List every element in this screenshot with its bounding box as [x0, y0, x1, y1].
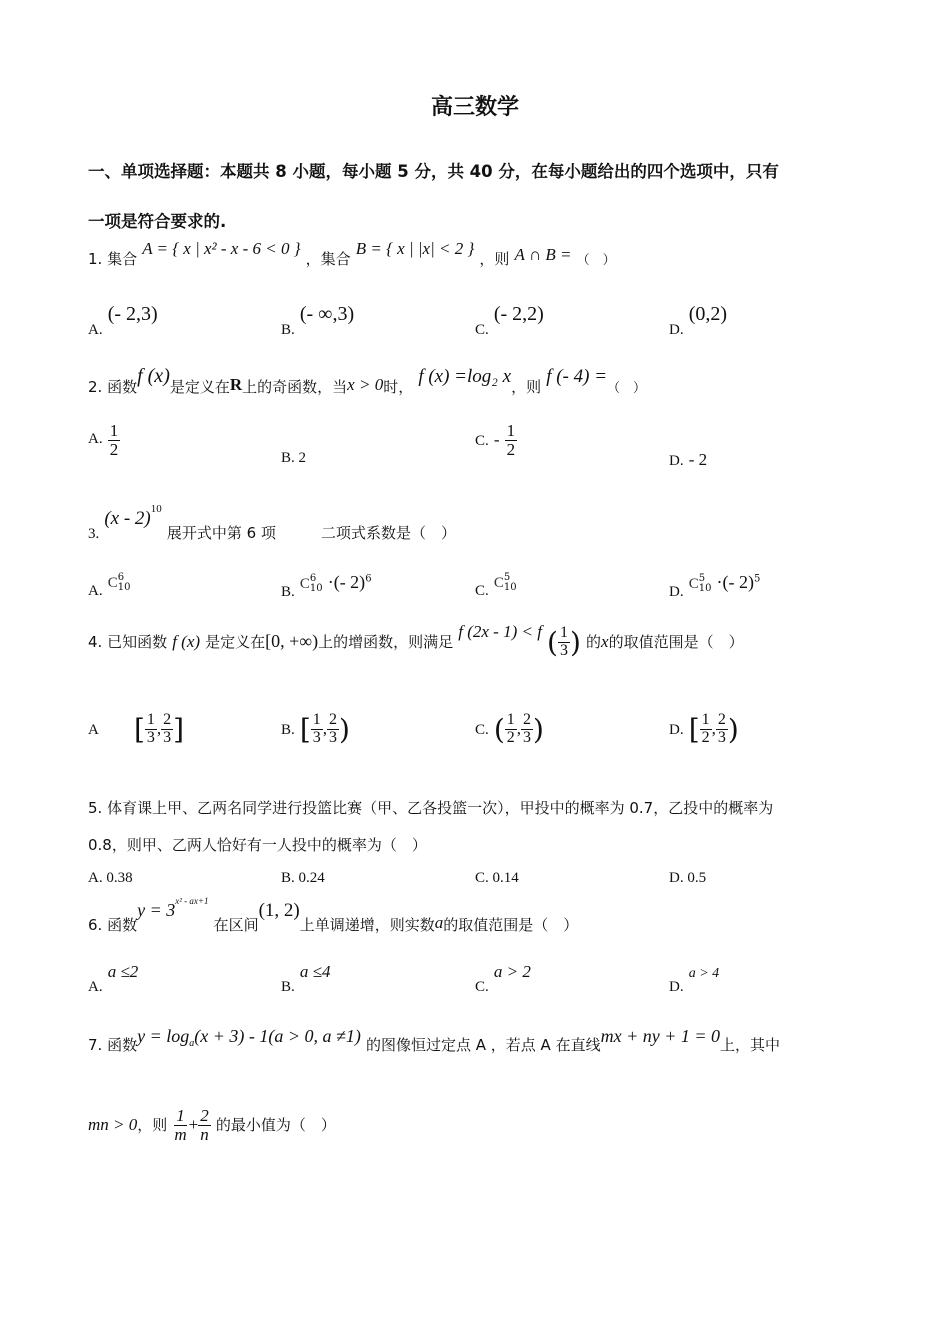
q4-option-d: D. [ $\frac{1}{2}$ , $\frac{2}{3}$ ): [669, 711, 739, 746]
q6-option-a: A. a ≤2: [88, 962, 139, 995]
q5-option-c: C. 0.14: [475, 870, 519, 886]
q2-f: f (x): [137, 365, 170, 387]
q1-set-a: A = { x | x² - x - 6 < 0 }: [142, 239, 301, 258]
q1-paren: （ ）: [576, 253, 616, 268]
q2-option-b: B. 2: [281, 450, 307, 466]
q5-line2: 0.8，则甲、乙两人恰好有一人投中的概率为（ ）: [88, 836, 427, 854]
q1-option-c: C. (- 2,2): [475, 303, 544, 338]
question-7: 7. 函数$y = \log_a(x + 3) - 1(a > 0$, a ≠1) 的图像恒过定点 A ，若点 A 在直线mx + ny + 1 = 0上，其中: [88, 1026, 781, 1054]
q4-option-c: C. ( $\frac{1}{2}$ , $\frac{2}{3}$ ): [475, 711, 544, 746]
q5-line1: 5. 体育课上甲、乙两名同学进行投篮比赛（甲、乙各投篮一次），甲投中的概率为 0.7，乙投中的概率为: [88, 799, 774, 817]
q3-option-d: D. C 5 10 ·(- 2)$^5$: [669, 572, 761, 600]
q2-expr: f (- 4) =: [546, 366, 608, 387]
q4-option-a: A [ $\frac{1}{3}$ , $\frac{2}{3}$ ]: [88, 711, 185, 746]
q6-option-b: B. a ≤4: [281, 962, 331, 995]
q2-R: R: [229, 375, 243, 394]
q1-set-b: B = { x | |x| < 2 }: [355, 239, 475, 258]
q2-option-c: C. - $\frac{1}{2}$: [475, 421, 516, 459]
page-title: 高三数学: [430, 95, 519, 120]
q1-mid: ，集合: [305, 250, 351, 268]
question-4: 4. 已知函数 f (x) 是定义在[0, +∞)上的增函数，则满足 f (2x - 1) < f ( $\frac{1}{3}$ ) 的x的取值范围是（ ）: [88, 621, 744, 659]
q1-expr: A ∩ B =: [514, 245, 572, 264]
question-3: 3. (x - 2)$^{10}$ 展开式中第 6 项 二项式系数是（ ）: [88, 502, 457, 542]
q2-option-a: A. $\frac{1}{2}$: [88, 421, 119, 459]
q1-option-b: B. (- ∞,3): [281, 303, 355, 338]
q5-option-a: A. 0.38: [88, 870, 133, 886]
q1-end: ，则: [479, 250, 510, 268]
section-heading-line2: 一项是符合要求的.: [88, 212, 227, 231]
q5-option-b: B. 0.24: [281, 870, 325, 886]
q1-option-d: D. (0,2): [669, 303, 728, 338]
q3-option-b: B. C 6 10 ·(- 2)$^6$: [281, 572, 372, 600]
q3-option-c: C. C 5 10: [475, 571, 517, 599]
q3-option-a: A. C 6 10: [88, 571, 131, 599]
q4-option-b: B. [ $\frac{1}{3}$ , $\frac{2}{3}$ ): [281, 711, 350, 746]
question-2: 2. 函数f (x)是定义在R上的奇函数，当x > 0时， f (x) =log₂ x，则 f (- $4) =_{( )}$: [88, 365, 647, 396]
q6-option-c: C. a > 2: [475, 962, 531, 995]
q2-def: f (x) =log₂ x: [418, 366, 512, 387]
q7-line2: mn > 0，则 $\frac{1}{m}$ + $\frac{2}{n}$ 的最小值为（ ）: [88, 1106, 336, 1144]
q5-option-d: D. 0.5: [669, 870, 707, 886]
section-heading-line1: 一、单项选择题：本题共 8 小题，每小题 5 分，共 40 分，在每小题给出的四个选项中，只有: [88, 162, 779, 181]
q6-option-d: D. a > 4: [669, 966, 720, 995]
q1-option-a: A. (- 2,3): [88, 303, 158, 338]
q1-num: 1. 集合: [88, 250, 138, 268]
question-1: [88, 239, 616, 269]
question-6: 6. 函数$y = 3^{x^2 - ax+1}$ 在区间(1, 2)上单调递增，则实数a的取值范围是（ ）: [88, 895, 579, 934]
q2-option-d: D. - 2: [669, 450, 708, 469]
q3-expr: (x - 2): [104, 508, 151, 529]
